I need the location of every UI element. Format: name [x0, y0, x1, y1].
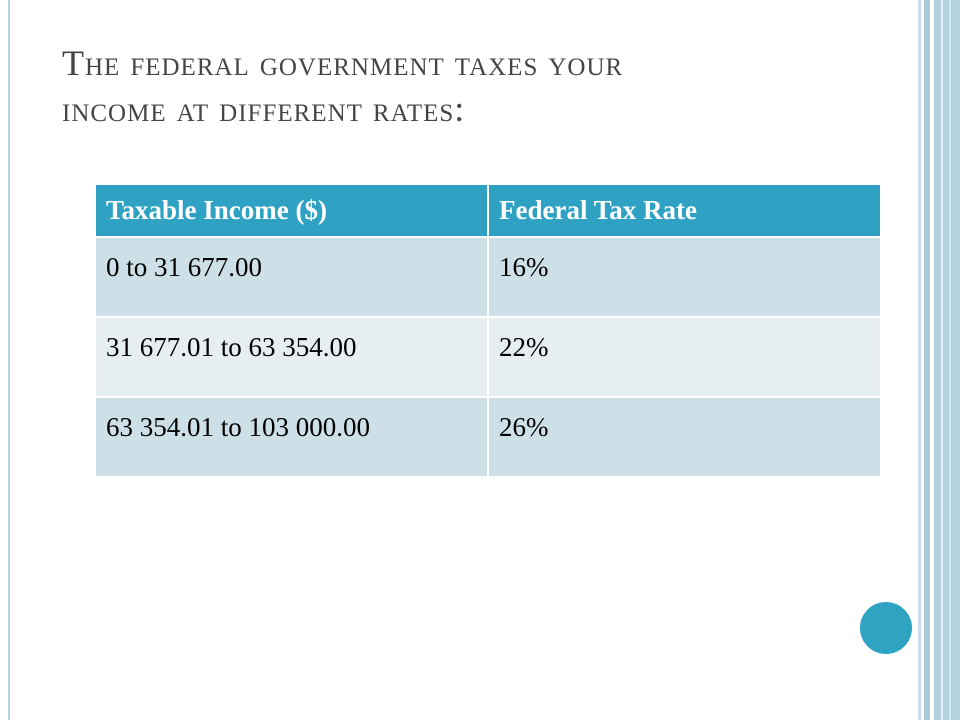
title-line-2: income at different rates:: [62, 89, 466, 129]
tax-rate-cell: 26%: [488, 397, 880, 477]
tax-rate-cell: 22%: [488, 317, 880, 397]
right-stripe: [931, 0, 933, 720]
table-row: [96, 397, 880, 477]
header-taxable-income: Taxable Income ($): [96, 185, 488, 237]
right-stripe: [941, 0, 943, 720]
right-stripe: [949, 0, 951, 720]
decorative-circle: [857, 599, 915, 657]
slide-title: [62, 40, 882, 132]
income-range-cell: 0 to 31 677.00: [96, 237, 488, 317]
table-row: [96, 237, 880, 317]
header-federal-tax-rate: Federal Tax Rate: [488, 185, 880, 237]
left-border-line: [8, 0, 10, 720]
table-header-row: [96, 185, 880, 237]
right-stripe: [924, 0, 930, 720]
right-stripe: [918, 0, 921, 720]
right-stripe: [934, 0, 960, 720]
tax-rate-cell: 16%: [488, 237, 880, 317]
title-line-1: The federal government taxes your: [62, 43, 624, 83]
table-row: [96, 317, 880, 397]
income-range-cell: 31 677.01 to 63 354.00: [96, 317, 488, 397]
tax-rate-table: [96, 185, 880, 478]
income-range-cell: 63 354.01 to 103 000.00: [96, 397, 488, 477]
